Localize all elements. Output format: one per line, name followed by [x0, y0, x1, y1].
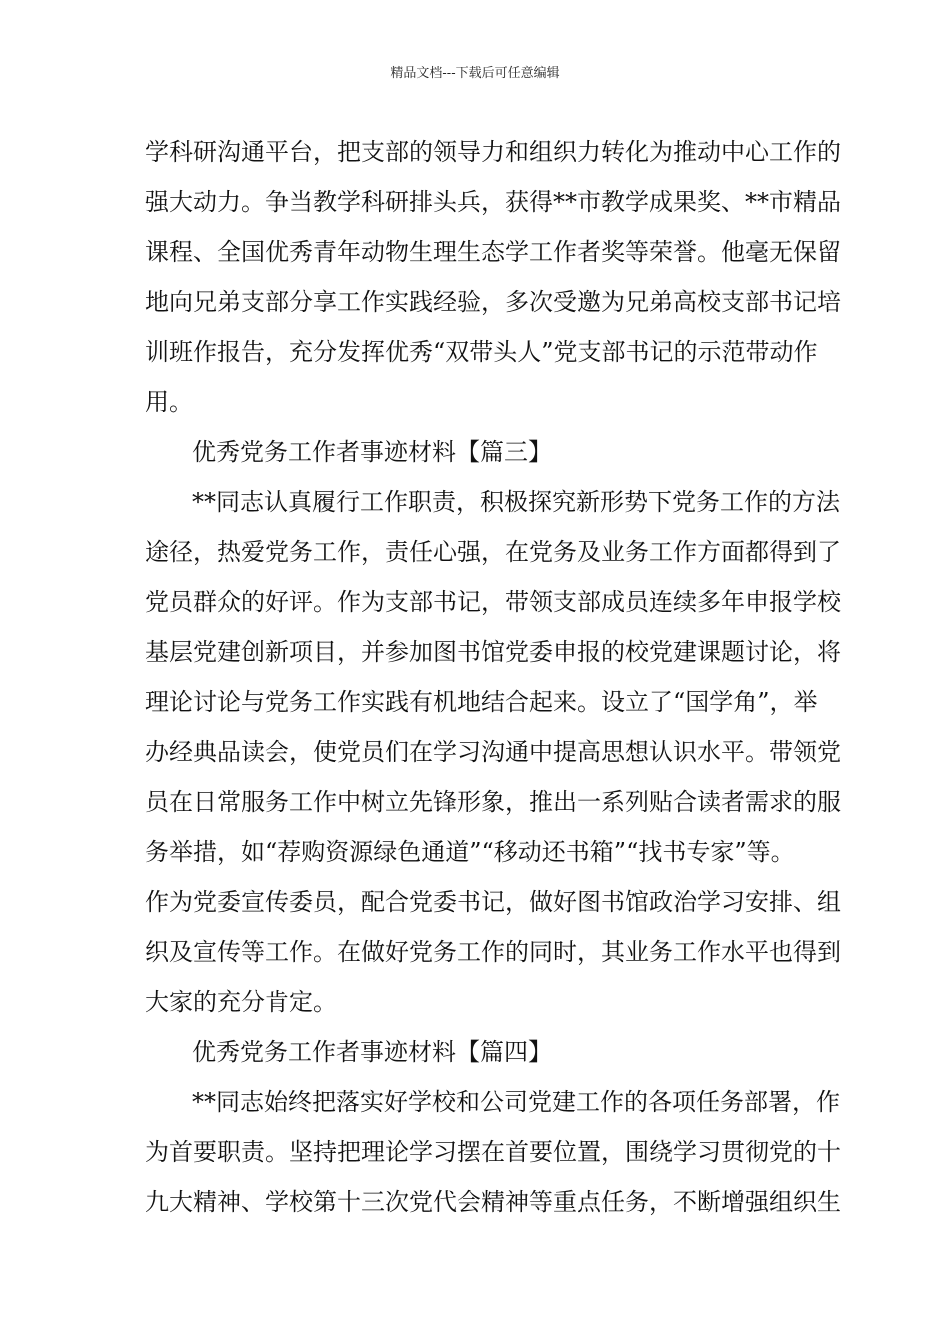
paragraph-line: **同志认真履行工作职责，积极探究新形势下党务工作的方法	[192, 488, 840, 516]
paragraph-line: 基层党建创新项目，并参加图书馆党委申报的校党建课题讨论，将	[145, 638, 841, 666]
paragraph-line: 学科研沟通平台，把支部的领导力和组织力转化为推动中心工作的	[145, 138, 841, 166]
paragraph-line: 课程、全国优秀青年动物生理生态学工作者奖等荣誉。他毫无保留	[145, 238, 841, 266]
paragraph-line: 地向兄弟支部分享工作实践经验，多次受邀为兄弟高校支部书记培	[145, 288, 841, 316]
paragraph-line: 作为党委宣传委员，配合党委书记，做好图书馆政治学习安排、组	[145, 888, 841, 916]
paragraph-line: 大家的充分肯定。	[145, 988, 337, 1016]
page-header: 精品文档---下载后可任意编辑	[390, 66, 560, 81]
document-body	[145, 127, 841, 1227]
paragraph-line: 用。	[145, 388, 193, 416]
paragraph-line: 九大精神、学校第十三次党代会精神等重点任务，不断增强组织生	[145, 1188, 841, 1216]
paragraph-line: 党员群众的好评。作为支部书记，带领支部成员连续多年申报学校	[145, 588, 841, 616]
paragraph-line: 员在日常服务工作中树立先锋形象，推出一系列贴合读者需求的服	[145, 788, 841, 816]
section-heading: 优秀党务工作者事迹材料【篇四】	[192, 1038, 552, 1066]
section-heading: 优秀党务工作者事迹材料【篇三】	[192, 438, 552, 466]
paragraph-line: 为首要职责。坚持把理论学习摆在首要位置，围绕学习贯彻党的十	[145, 1138, 841, 1166]
paragraph-line: 途径，热爱党务工作，责任心强，在党务及业务工作方面都得到了	[145, 538, 841, 566]
paragraph-line: 强大动力。争当教学科研排头兵，获得**市教学成果奖、**市精品	[145, 188, 841, 216]
paragraph-line: **同志始终把落实好学校和公司党建工作的各项任务部署，作	[192, 1088, 840, 1116]
paragraph-line: 办经典品读会，使党员们在学习沟通中提高思想认识水平。带领党	[145, 738, 841, 766]
paragraph-line: 理论讨论与党务工作实践有机地结合起来。设立了“国学角”，举	[145, 688, 818, 716]
paragraph-line: 务举措，如“荐购资源绿色通道”“移动还书箱”“找书专家”等。	[145, 838, 795, 866]
paragraph-line: 织及宣传等工作。在做好党务工作的同时，其业务工作水平也得到	[145, 938, 841, 966]
paragraph-line: 训班作报告，充分发挥优秀“双带头人”党支部书记的示范带动作	[145, 338, 818, 366]
